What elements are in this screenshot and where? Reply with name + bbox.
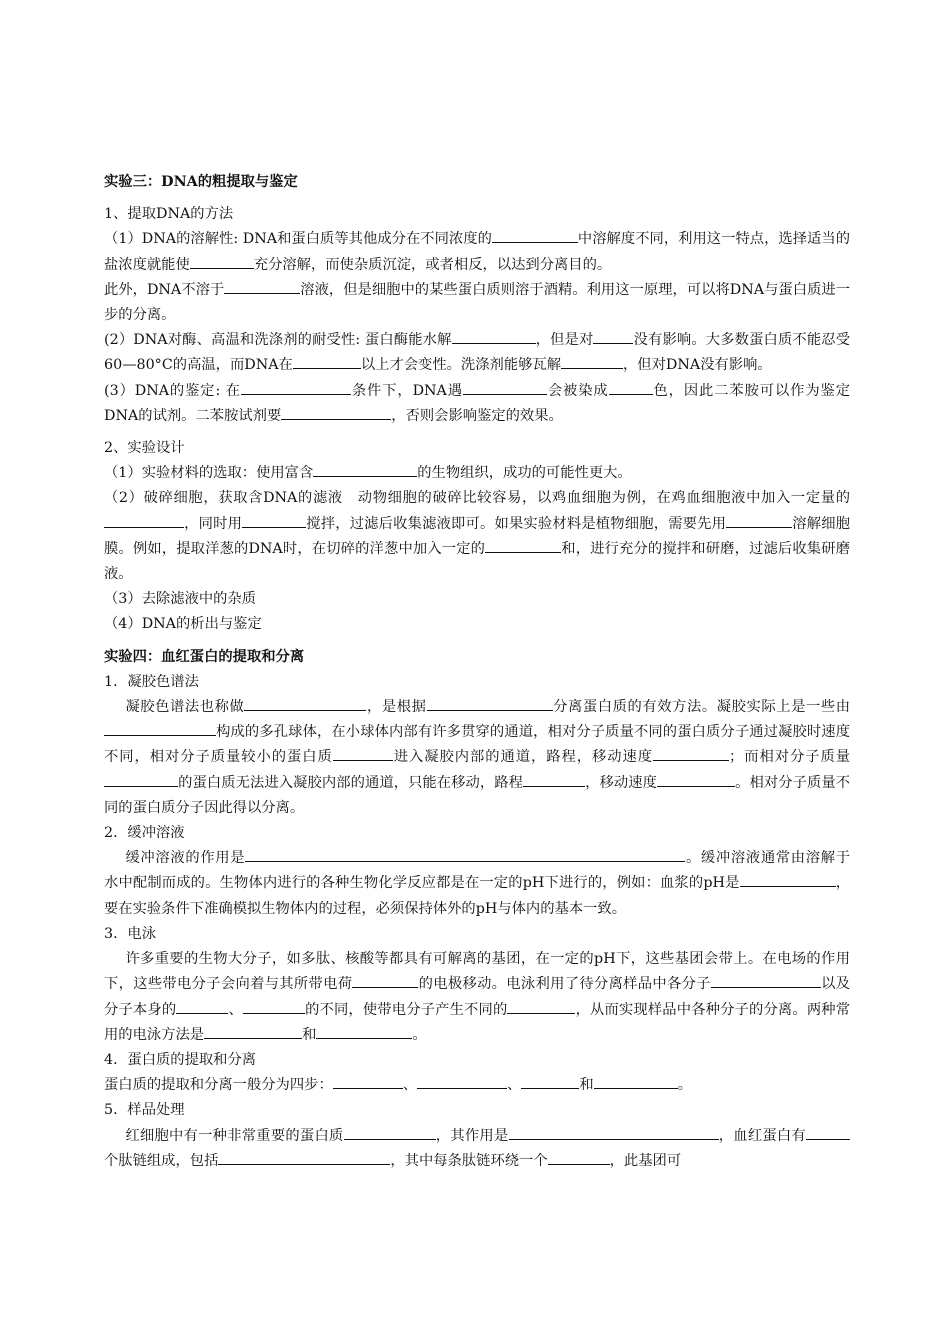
answer-blank[interactable] (244, 695, 366, 711)
paragraph: 缓冲溶液的作用是 。缓冲溶液通常由溶解于水中配制而成的。生物体内进行的各种生物化学反应都是在一定的pH下进行的，例如：血浆的pH是 ，要在实验条件下准确模拟生物体内的过程，必须保持体外的pH与体内的基本一致。 (104, 846, 850, 922)
paragraph: 凝胶色谱法也称做 ，是根据 分离蛋白质的有效方法。凝胶实际上是一些由构成的多孔球体，在小球体内部有许多贯穿的通道，相对分子质量不同的蛋白质分子通过凝胶时速度不同，相对分子质量较小的蛋白质 进入凝胶内部的通道，路程，移动速度 ；而相对分子质量的蛋白质无法进入凝胶内部的通道，只能在移动，路程 ，移动速度 。相对分子质量不同的蛋白质分子因此得以分离。 (104, 695, 850, 821)
subheading: 3．电泳 (104, 925, 156, 942)
section-title-exp4: 实验四：血红蛋白的提取和分离 (104, 648, 305, 665)
paragraph: （1）实验材料的选取：使用富含 的生物组织，成功的可能性更大。 (104, 461, 850, 486)
paragraph: (2）DNA对酶、高温和洗涤剂的耐受性: 蛋白酶能水解 ，但是对 没有影响。大多数蛋白质不能忍受60—80°C的高温，而DNA在 以上才会变性。洗涤剂能够瓦解 ，但对DNA没有影响。 (104, 328, 850, 378)
answer-blank[interactable] (204, 1023, 302, 1039)
answer-blank[interactable] (104, 720, 216, 736)
answer-blank[interactable] (452, 328, 536, 344)
answer-blank[interactable] (316, 1023, 412, 1039)
answer-blank[interactable] (523, 771, 585, 787)
answer-blank[interactable] (806, 1124, 850, 1140)
answer-blank[interactable] (104, 771, 178, 787)
paragraph: （2）破碎细胞，获取含DNA的滤液 动物细胞的破碎比较容易，以鸡血细胞为例，在鸡血细胞液中加入一定量的，同时用 搅拌，过滤后收集滤液即可。如果实验材料是植物细胞，需要先用 溶解细胞膜。例如，提取洋葱的DNA时，在切碎的洋葱中加入一定的 和，进行充分的搅拌和研磨，过滤后收集研磨液。 (104, 490, 851, 583)
answer-blank[interactable] (740, 871, 836, 887)
answer-blank[interactable] (593, 328, 633, 344)
answer-blank[interactable] (726, 512, 792, 528)
answer-blank[interactable] (561, 353, 623, 369)
list-item: （3）去除滤液中的杂质 (104, 591, 257, 608)
answer-blank[interactable] (417, 1073, 507, 1089)
answer-blank[interactable] (281, 404, 391, 420)
answer-blank[interactable] (241, 379, 351, 395)
answer-blank[interactable] (521, 1073, 579, 1089)
paragraph: （1）DNA的溶解性: DNA和蛋白质等其他成分在不同浓度的 中溶解度不同，利用这一特点，选择适当的盐浓度就能使 充分溶解，而使杂质沉淀，或者相反，以达到分离目的。 (104, 227, 850, 277)
answer-blank[interactable] (352, 972, 418, 988)
answer-blank[interactable] (245, 846, 685, 862)
subheading: 1、提取DNA的方法 (104, 206, 234, 223)
answer-blank[interactable] (176, 998, 228, 1014)
answer-blank[interactable] (509, 1124, 719, 1140)
list-item: （4）DNA的析出与鉴定 (104, 616, 262, 633)
subheading: 1．凝胶色谱法 (104, 673, 199, 690)
answer-blank[interactable] (463, 379, 547, 395)
answer-blank[interactable] (293, 353, 361, 369)
answer-blank[interactable] (243, 998, 305, 1014)
section-title-exp3: 实验三：DNA的粗提取与鉴定 (104, 174, 298, 190)
answer-blank[interactable] (427, 695, 553, 711)
answer-blank[interactable] (609, 379, 653, 395)
answer-blank[interactable] (548, 1149, 610, 1165)
paragraph: 许多重要的生物大分子，如多肽、核酸等都具有可解离的基团，在一定的pH下，这些基团会带上。在电场的作用下，这些带电分子会向着与其所带电荷 的电极移动。电泳利用了待分离样品中各分子 以及分子本身的 、 的不同，使带电分子产生不同的 ，从而实现样品中各种分子的分离。两种常用的电泳方法是 和 。 (104, 951, 851, 1043)
answer-blank[interactable] (344, 1124, 436, 1140)
subheading: 4．蛋白质的提取和分离 (104, 1051, 257, 1068)
answer-blank[interactable] (594, 1073, 678, 1089)
answer-blank[interactable] (653, 745, 729, 761)
subheading: 2、实验设计 (104, 440, 185, 457)
answer-blank[interactable] (657, 771, 735, 787)
answer-blank[interactable] (507, 998, 575, 1014)
answer-blank[interactable] (104, 512, 184, 528)
paragraph: (3）DNA的鉴定: 在 条件下，DNA遇 会被染成 色，因此二苯胺可以作为鉴定DNA的试剂。二苯胺试剂要 ，否则会影响鉴定的效果。 (104, 379, 850, 429)
answer-blank[interactable] (333, 745, 393, 761)
subheading: 5．样品处理 (104, 1102, 185, 1119)
answer-blank[interactable] (218, 1149, 390, 1165)
answer-blank[interactable] (224, 278, 300, 294)
answer-blank[interactable] (711, 972, 821, 988)
paragraph: 蛋白质的提取和分离一般分为四步： 、 、 和 。 (104, 1073, 850, 1098)
paragraph: 此外，DNA不溶于 溶液，但是细胞中的某些蛋白质则溶于酒精。利用这一原理，可以将DNA与蛋白质进一步的分离。 (104, 278, 850, 328)
answer-blank[interactable] (242, 512, 306, 528)
answer-blank[interactable] (485, 537, 561, 553)
document-body (104, 170, 850, 1174)
answer-blank[interactable] (313, 461, 417, 477)
answer-blank[interactable] (333, 1073, 403, 1089)
subheading: 2．缓冲溶液 (104, 825, 185, 842)
answer-blank[interactable] (492, 227, 578, 243)
paragraph: 红细胞中有一种非常重要的蛋白质 ，其作用是 ，血红蛋白有个肽链组成，包括 ，其中每条肽链环绕一个 ，此基团可 (104, 1124, 850, 1174)
answer-blank[interactable] (190, 253, 254, 269)
